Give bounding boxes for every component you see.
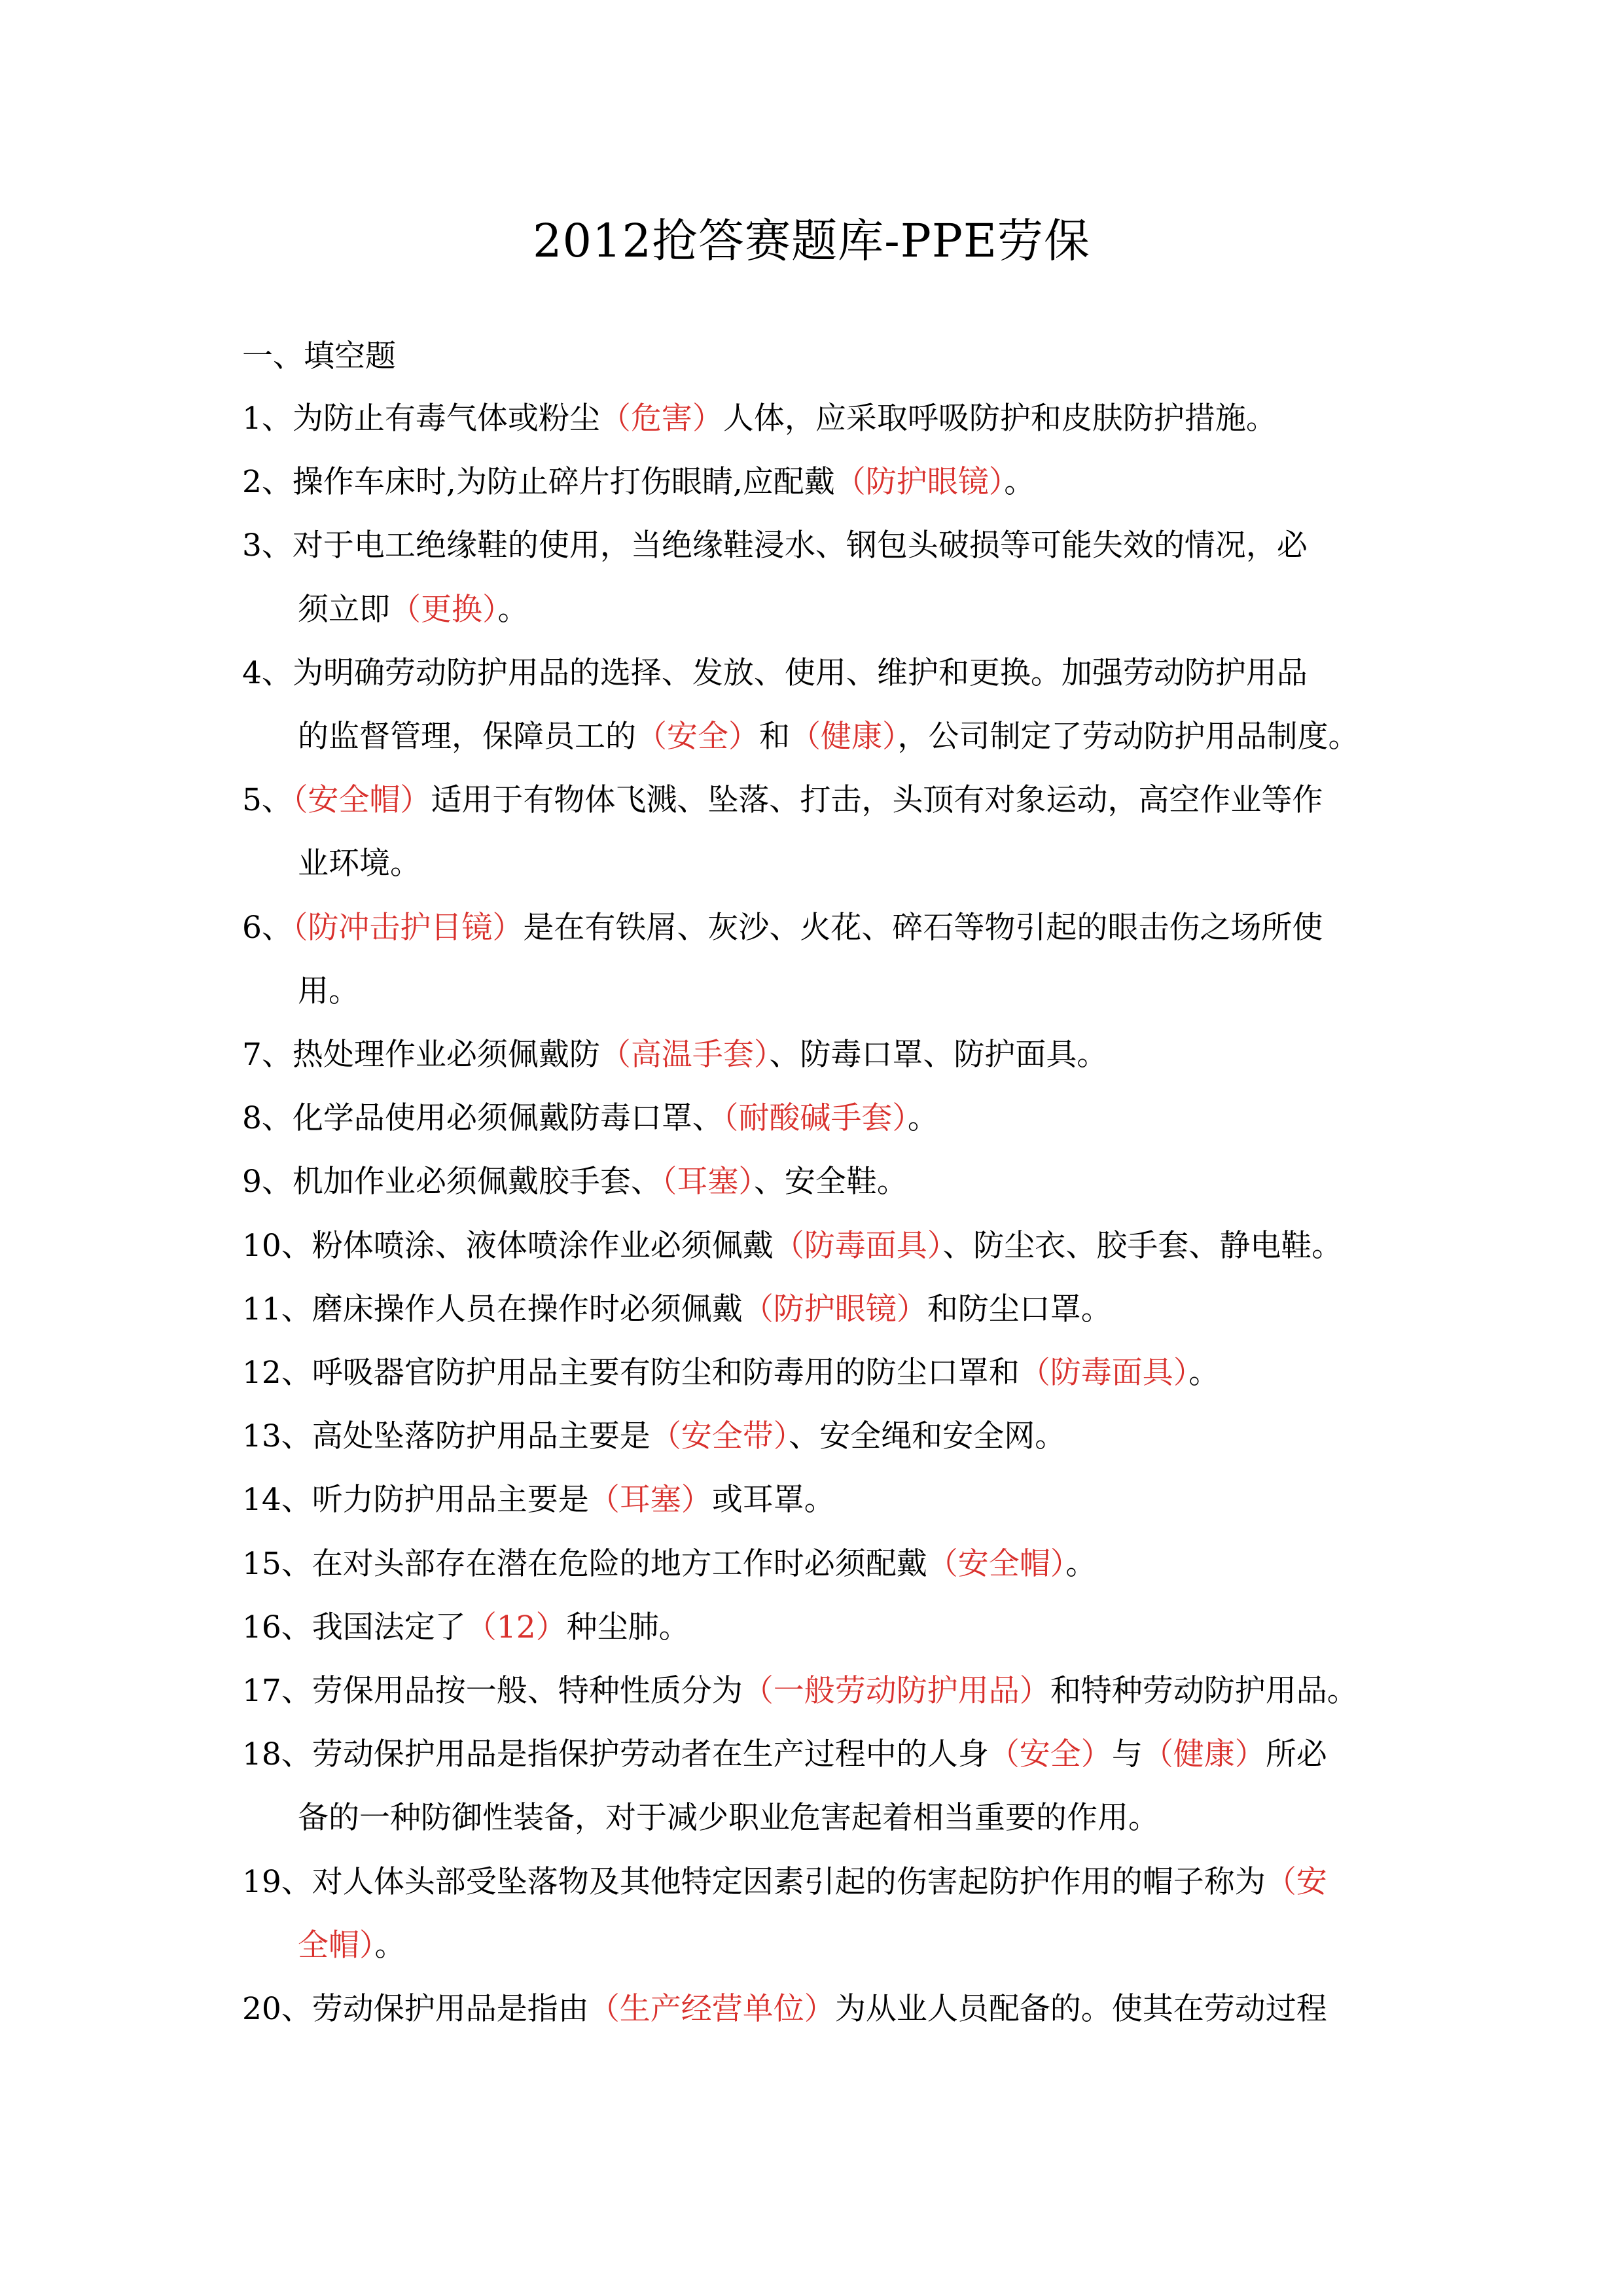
question-text: 所必 bbox=[1265, 1736, 1327, 1772]
answer-text: （更换） bbox=[390, 592, 498, 628]
question-line bbox=[242, 1223, 1394, 1269]
question-text: 用。 bbox=[298, 973, 359, 1009]
question-line bbox=[242, 1541, 1394, 1587]
question-text: 、安全鞋。 bbox=[753, 1164, 908, 1200]
answer-text: （安全帽） bbox=[927, 1546, 1066, 1582]
question-text: 6、 bbox=[242, 910, 293, 946]
question-text: 备的一种防御性装备，对于减少职业危害起着相当重要的作用。 bbox=[298, 1800, 1159, 1836]
question-text: 与 bbox=[1111, 1736, 1143, 1772]
question-line bbox=[242, 1605, 1394, 1651]
question-text: 业环境。 bbox=[298, 846, 421, 882]
question-text: 19、对人体头部受坠落物及其他特定因素引起的伤害起防护作用的帽子称为 bbox=[242, 1864, 1266, 1900]
question-text: 4、为明确劳动防护用品的选择、发放、使用、维护和更换。加强劳动防护用品 bbox=[242, 655, 1308, 691]
question-continuation-line bbox=[298, 1795, 1450, 1841]
question-line bbox=[242, 396, 1394, 442]
answer-text: （安全） bbox=[988, 1736, 1112, 1772]
question-line bbox=[242, 459, 1394, 505]
question-line bbox=[242, 1159, 1394, 1205]
question-text: 14、听力防护用品主要是 bbox=[242, 1482, 589, 1518]
question-text: 。 bbox=[497, 592, 529, 628]
question-text: 。 bbox=[907, 1100, 938, 1136]
question-text: 18、劳动保护用品是指保护劳动者在生产过程中的人身 bbox=[242, 1736, 989, 1772]
question-continuation-line bbox=[298, 587, 1450, 633]
question-continuation-line bbox=[298, 969, 1450, 1014]
question-text: 。 bbox=[374, 1928, 406, 1964]
question-text: 的监督管理，保障员工的 bbox=[298, 719, 636, 755]
question-text: 适用于有物体飞溅、坠落、打击，头顶有对象运动，高空作业等作 bbox=[431, 782, 1323, 818]
question-text: 和防尘口罩。 bbox=[927, 1291, 1112, 1327]
question-line bbox=[242, 523, 1394, 569]
question-line bbox=[242, 1732, 1394, 1778]
question-line bbox=[242, 651, 1394, 696]
question-continuation-line bbox=[298, 1923, 1450, 1969]
question-text: 10、粉体喷涂、液体喷涂作业必须佩戴 bbox=[242, 1228, 774, 1264]
question-text: 人体，应采取呼吸防护和皮肤防护措施。 bbox=[722, 401, 1277, 437]
answer-text: （耐酸碱手套） bbox=[722, 1100, 908, 1136]
question-line bbox=[242, 905, 1394, 951]
question-text: 或耳罩。 bbox=[711, 1482, 835, 1518]
answer-text: （12） bbox=[465, 1609, 567, 1645]
answer-text: （危害） bbox=[599, 401, 723, 437]
answer-text: （防毒面具） bbox=[773, 1228, 943, 1264]
question-text: 、防毒口罩、防护面具。 bbox=[769, 1037, 1108, 1073]
answer-text: （安全带） bbox=[650, 1418, 789, 1454]
answer-text: （防冲击护目镜） bbox=[292, 910, 524, 946]
question-text: 2、操作车床时,为防止碎片打伤眼睛,应配戴 bbox=[242, 464, 835, 500]
answer-text: （健康） bbox=[790, 719, 898, 755]
question-line bbox=[242, 778, 1394, 823]
question-text: ，公司制定了劳动防护用品制度。 bbox=[897, 719, 1359, 755]
question-line bbox=[242, 1032, 1394, 1078]
question-line bbox=[242, 1859, 1394, 1905]
answer-text: （安全帽） bbox=[292, 782, 431, 818]
question-text: 11、磨床操作人员在操作时必须佩戴 bbox=[242, 1291, 743, 1327]
question-text: 、防尘衣、胶手套、静电鞋。 bbox=[942, 1228, 1343, 1264]
question-line bbox=[242, 1096, 1394, 1141]
question-text: 。 bbox=[1065, 1546, 1097, 1582]
question-line bbox=[242, 1477, 1394, 1523]
question-text: 和特种劳动防护用品。 bbox=[1050, 1673, 1358, 1709]
question-text: 8、化学品使用必须佩戴防毒口罩、 bbox=[242, 1100, 723, 1136]
question-text: 9、机加作业必须佩戴胶手套、 bbox=[242, 1164, 662, 1200]
answer-text: （耳塞） bbox=[588, 1482, 712, 1518]
question-text: 为从业人员配备的。使其在劳动过程 bbox=[834, 1991, 1327, 2027]
answer-text: （防护眼镜） bbox=[834, 464, 1005, 500]
question-text: 种尘肺。 bbox=[566, 1609, 690, 1645]
question-text: 须立即 bbox=[298, 592, 390, 628]
answer-text: （防毒面具） bbox=[1019, 1355, 1189, 1391]
question-continuation-line bbox=[298, 841, 1450, 887]
question-text: 1、为防止有毒气体或粉尘 bbox=[242, 401, 600, 437]
question-line bbox=[242, 1350, 1394, 1396]
answer-text: （一般劳动防护用品） bbox=[742, 1673, 1050, 1709]
answer-text: （耳塞） bbox=[661, 1164, 754, 1200]
answer-text: （生产经营单位） bbox=[588, 1991, 835, 2027]
answer-text: （安 bbox=[1265, 1864, 1327, 1900]
question-text: 12、呼吸器官防护用品主要有防尘和防毒用的防尘口罩和 bbox=[242, 1355, 1020, 1391]
answer-text: （健康） bbox=[1142, 1736, 1266, 1772]
answer-text: （安全） bbox=[636, 719, 759, 755]
answer-text: （防护眼镜） bbox=[742, 1291, 927, 1327]
question-text: 5、 bbox=[242, 782, 293, 818]
question-text: 、安全绳和安全网。 bbox=[789, 1418, 1066, 1454]
question-text: 16、我国法定了 bbox=[242, 1609, 466, 1645]
question-line bbox=[242, 1986, 1394, 2032]
question-text: 15、在对头部存在潜在危险的地方工作时必须配戴 bbox=[242, 1546, 927, 1582]
question-text: 17、劳保用品按一般、特种性质分为 bbox=[242, 1673, 743, 1709]
question-text: 。 bbox=[1004, 464, 1035, 500]
section-heading: 一、填空题 bbox=[242, 338, 396, 374]
question-line bbox=[242, 1414, 1394, 1460]
question-text: 20、劳动保护用品是指由 bbox=[242, 1991, 589, 2027]
answer-text: 全帽） bbox=[298, 1928, 375, 1964]
question-text: 13、高处坠落防护用品主要是 bbox=[242, 1418, 651, 1454]
question-text: 。 bbox=[1188, 1355, 1220, 1391]
answer-text: （高温手套） bbox=[599, 1037, 770, 1073]
question-text: 7、热处理作业必须佩戴防 bbox=[242, 1037, 600, 1073]
question-continuation-line bbox=[298, 714, 1450, 760]
question-text: 3、对于电工绝缘鞋的使用，当绝缘鞋浸水、钢包头破损等可能失效的情况，必 bbox=[242, 528, 1308, 564]
question-text: 是在有铁屑、灰沙、火花、碎石等物引起的眼击伤之场所使 bbox=[523, 910, 1323, 946]
question-text: 和 bbox=[759, 719, 790, 755]
question-line bbox=[242, 1287, 1394, 1333]
question-line bbox=[242, 1668, 1394, 1714]
page-title: 2012抢答赛题库-PPE劳保 bbox=[532, 214, 1091, 268]
